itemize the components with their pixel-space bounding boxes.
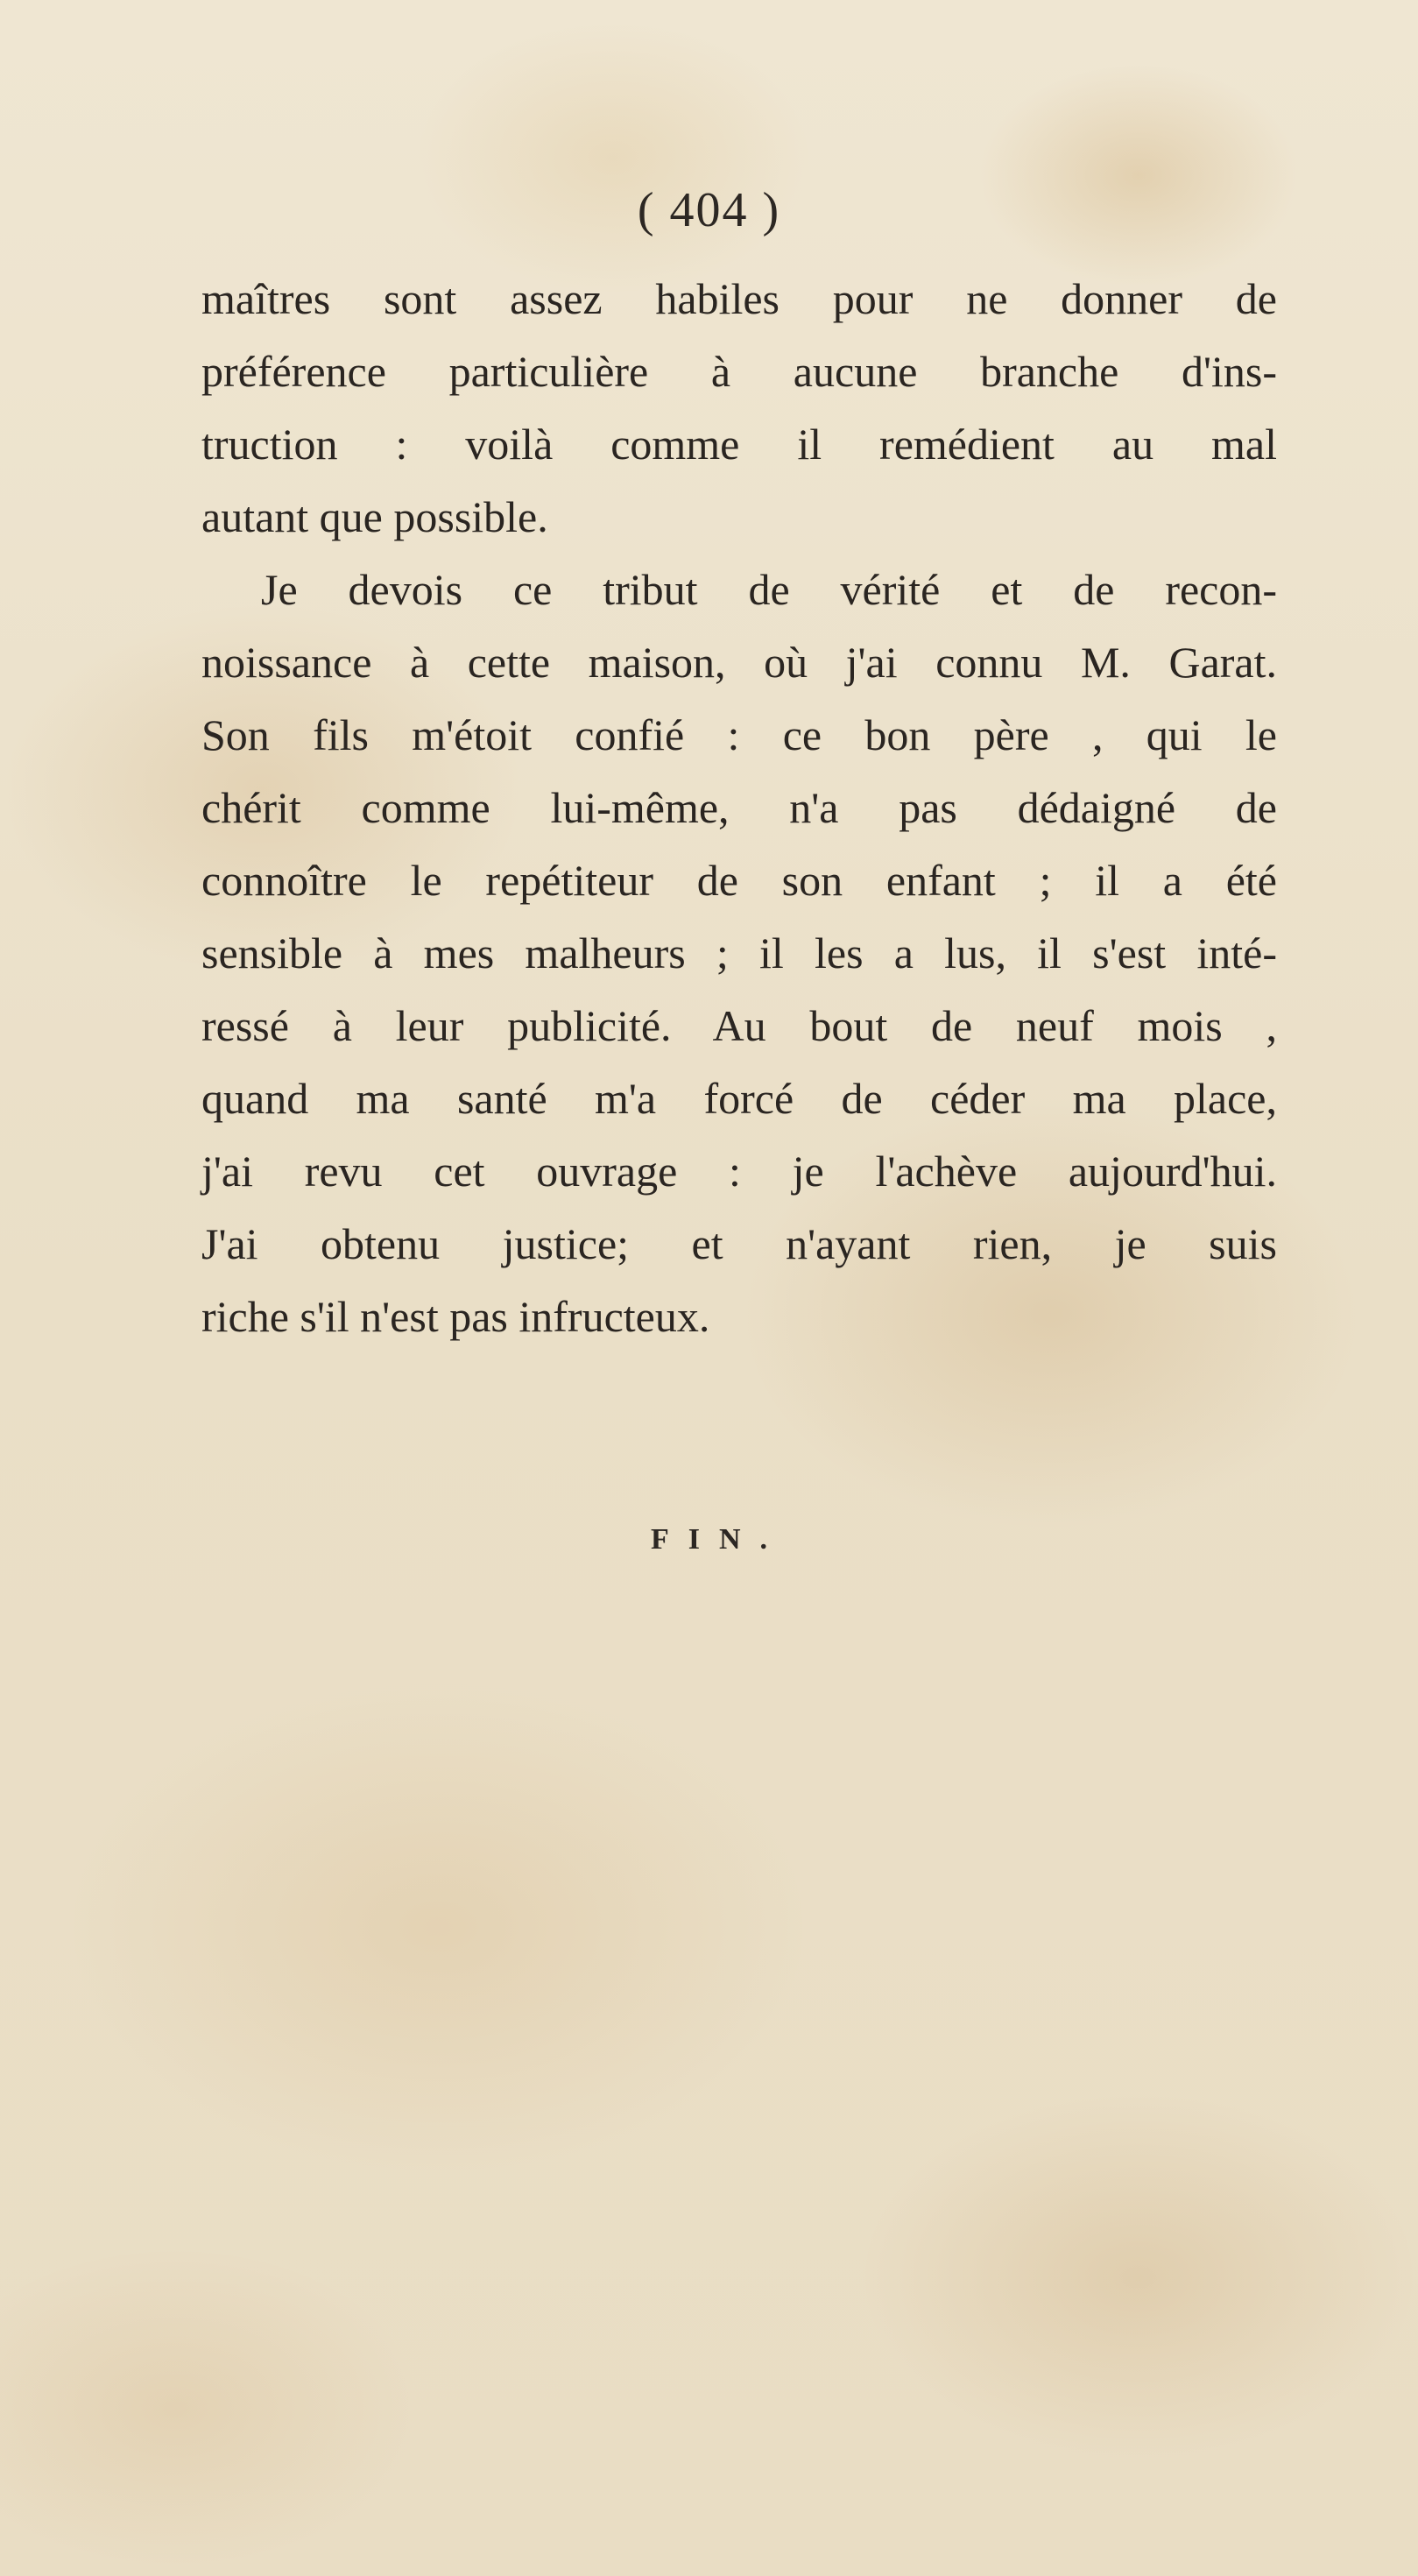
paragraph-start-line: Je devois ce tribut de vérité et de recon-: [261, 565, 1277, 614]
text-line: truction : voilà comme il remédient au mal: [201, 420, 1277, 469]
text-line: j'ai revu cet ouvrage : je l'achève aujourd'hui.: [201, 1147, 1277, 1196]
text-line: J'ai obtenu justice; et n'ayant rien, je suis: [201, 1219, 1277, 1268]
text-line: noissance à cette maison, où j'ai connu M. Garat.: [201, 638, 1277, 687]
text-line: chérit comme lui-même, n'a pas dédaigné de: [201, 783, 1277, 832]
text-line: connoître le repétiteur de son enfant ; il a été: [201, 856, 1277, 905]
text-line: préférence particulière à aucune branche d'ins-: [201, 347, 1277, 396]
text-line: riche s'il n'est pas infructeux.: [201, 1292, 710, 1341]
page-number: ( 404 ): [637, 183, 781, 237]
text-line: quand ma santé m'a forcé de céder ma place,: [201, 1074, 1277, 1123]
text-line: autant que possible.: [201, 492, 548, 541]
text-line: maîtres sont assez habiles pour ne donner de: [201, 274, 1277, 323]
fin-colophon: FIN.: [650, 1523, 787, 1556]
text-line: sensible à mes malheurs ; il les a lus, il s'est inté-: [201, 928, 1277, 977]
text-line: Son fils m'étoit confié : ce bon père , qui le: [201, 710, 1277, 759]
body-text: [201, 263, 1277, 1353]
text-line: ressé à leur publicité. Au bout de neuf mois ,: [201, 1001, 1277, 1050]
